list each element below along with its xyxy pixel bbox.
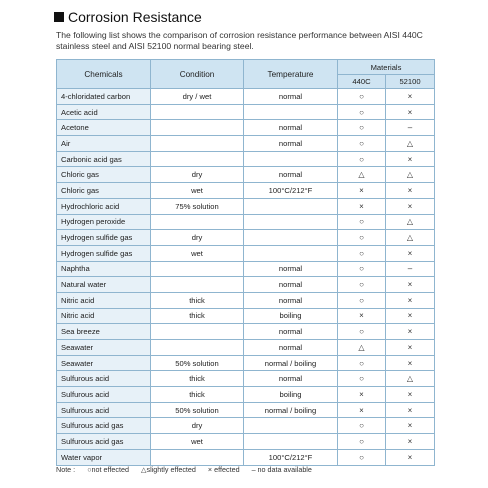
cell-52100: △ (386, 167, 435, 183)
cell-temperature: normal (244, 120, 338, 136)
cell-condition (151, 261, 244, 277)
cell-52100: × (386, 292, 435, 308)
cell-chemical: Chloric gas (57, 183, 151, 199)
cell-440c: × (338, 198, 386, 214)
cell-52100: – (386, 120, 435, 136)
table-row (57, 324, 435, 340)
cell-chemical: Seawater (57, 340, 151, 356)
header-440c: 440C (338, 75, 386, 89)
cell-condition: 50% solution (151, 402, 244, 418)
cell-chemical: Sulfurous acid gas (57, 418, 151, 434)
cell-440c: ○ (338, 371, 386, 387)
note-no-data: – no data available (251, 465, 312, 474)
cell-temperature (244, 245, 338, 261)
cell-440c: ○ (338, 434, 386, 450)
cell-52100: × (386, 198, 435, 214)
cell-52100: × (386, 277, 435, 293)
cell-chemical: Hydrogen peroxide (57, 214, 151, 230)
cell-condition: dry (151, 418, 244, 434)
cell-52100: × (386, 245, 435, 261)
table-row (57, 136, 435, 152)
cell-condition: wet (151, 434, 244, 450)
cell-440c: ○ (338, 245, 386, 261)
cell-chemical: Water vapor (57, 449, 151, 465)
table-row (57, 198, 435, 214)
cell-440c: △ (338, 167, 386, 183)
cell-440c: ○ (338, 230, 386, 246)
cell-52100: △ (386, 371, 435, 387)
cell-temperature: normal (244, 371, 338, 387)
cell-chemical: Hydrogen sulfide gas (57, 245, 151, 261)
cell-condition: dry / wet (151, 89, 244, 105)
cell-chemical: Chloric gas (57, 167, 151, 183)
cell-440c: × (338, 183, 386, 199)
header-temperature: Temperature (244, 60, 338, 89)
cell-chemical: Sulfurous acid (57, 402, 151, 418)
note-effected: × effected (207, 465, 240, 474)
cell-condition (151, 324, 244, 340)
cell-temperature: normal (244, 136, 338, 152)
corrosion-table (56, 59, 435, 466)
table-row (57, 214, 435, 230)
cell-52100: × (386, 308, 435, 324)
cell-condition: dry (151, 167, 244, 183)
cell-temperature: 100°C/212°F (244, 449, 338, 465)
cell-condition (151, 277, 244, 293)
cell-condition: thick (151, 371, 244, 387)
cell-condition: wet (151, 245, 244, 261)
table-row (57, 434, 435, 450)
cell-chemical: Hydrogen sulfide gas (57, 230, 151, 246)
cell-condition: 75% solution (151, 198, 244, 214)
cell-temperature: normal (244, 324, 338, 340)
table-row (57, 340, 435, 356)
cell-52100: × (386, 324, 435, 340)
table-row (57, 292, 435, 308)
cell-440c: ○ (338, 136, 386, 152)
cell-chemical: Natural water (57, 277, 151, 293)
cell-condition (151, 151, 244, 167)
cell-440c: × (338, 387, 386, 403)
table-row (57, 277, 435, 293)
cell-condition: dry (151, 230, 244, 246)
cell-440c: ○ (338, 104, 386, 120)
cell-condition: thick (151, 387, 244, 403)
cell-440c: ○ (338, 324, 386, 340)
cell-chemical: Air (57, 136, 151, 152)
cell-temperature: normal (244, 261, 338, 277)
cell-temperature: normal (244, 167, 338, 183)
cell-440c: ○ (338, 418, 386, 434)
cell-temperature (244, 434, 338, 450)
title-text: Corrosion Resistance (68, 9, 202, 25)
cell-condition (151, 120, 244, 136)
table-row (57, 402, 435, 418)
cell-temperature: normal (244, 292, 338, 308)
cell-temperature (244, 151, 338, 167)
cell-temperature: normal (244, 89, 338, 105)
header-52100: 52100 (386, 75, 435, 89)
cell-chemical: Nitric acid (57, 308, 151, 324)
cell-440c: ○ (338, 277, 386, 293)
cell-chemical: Carbonic acid gas (57, 151, 151, 167)
cell-440c: ○ (338, 449, 386, 465)
cell-chemical: Sea breeze (57, 324, 151, 340)
cell-temperature (244, 230, 338, 246)
cell-440c: ○ (338, 355, 386, 371)
cell-condition (151, 214, 244, 230)
cell-chemical: Acetic acid (57, 104, 151, 120)
cell-temperature: boiling (244, 308, 338, 324)
cell-52100: × (386, 387, 435, 403)
cell-440c: ○ (338, 261, 386, 277)
header-condition: Condition (151, 60, 244, 89)
table-row (57, 183, 435, 199)
table-row (57, 355, 435, 371)
cell-temperature: normal / boiling (244, 402, 338, 418)
cell-52100: △ (386, 230, 435, 246)
cell-chemical: Naphtha (57, 261, 151, 277)
cell-52100: × (386, 104, 435, 120)
cell-temperature: boiling (244, 387, 338, 403)
cell-52100: × (386, 183, 435, 199)
cell-chemical: 4-chloridated carbon (57, 89, 151, 105)
section-title (54, 9, 202, 25)
cell-chemical: Acetone (57, 120, 151, 136)
cell-52100: △ (386, 214, 435, 230)
note-not-effected: ○not effected (87, 465, 129, 474)
cell-52100: × (386, 402, 435, 418)
table-row (57, 261, 435, 277)
cell-52100: – (386, 261, 435, 277)
cell-condition: wet (151, 183, 244, 199)
legend-note (56, 465, 322, 474)
cell-52100: × (386, 449, 435, 465)
table-row (57, 120, 435, 136)
cell-temperature (244, 198, 338, 214)
cell-52100: × (386, 355, 435, 371)
cell-chemical: Sulfurous acid gas (57, 434, 151, 450)
cell-condition (151, 136, 244, 152)
cell-temperature (244, 214, 338, 230)
table-row (57, 104, 435, 120)
table-row (57, 418, 435, 434)
cell-temperature: 100°C/212°F (244, 183, 338, 199)
table-row (57, 308, 435, 324)
table-row (57, 449, 435, 465)
cell-temperature (244, 418, 338, 434)
cell-52100: × (386, 340, 435, 356)
note-slightly-effected: △slightly effected (140, 465, 196, 474)
cell-52100: × (386, 89, 435, 105)
cell-condition (151, 104, 244, 120)
header-materials: Materials (338, 60, 435, 75)
cell-440c: ○ (338, 89, 386, 105)
table-row (57, 89, 435, 105)
cell-440c: × (338, 308, 386, 324)
cell-condition: 50% solution (151, 355, 244, 371)
cell-440c: ○ (338, 151, 386, 167)
cell-52100: × (386, 151, 435, 167)
table-row (57, 230, 435, 246)
cell-52100: × (386, 434, 435, 450)
table-row (57, 245, 435, 261)
table-row (57, 167, 435, 183)
cell-temperature: normal / boiling (244, 355, 338, 371)
intro-text: The following list shows the comparison of corrosion resistance performance between AISI 440C stainless steel and AISI 52100 normal bearing steel. (56, 30, 423, 51)
title-square-icon (54, 12, 64, 22)
cell-temperature (244, 104, 338, 120)
cell-440c: △ (338, 340, 386, 356)
cell-condition (151, 340, 244, 356)
cell-52100: × (386, 418, 435, 434)
cell-chemical: Sulfurous acid (57, 387, 151, 403)
cell-52100: △ (386, 136, 435, 152)
cell-440c: × (338, 402, 386, 418)
table-body (57, 89, 435, 466)
cell-condition (151, 449, 244, 465)
cell-chemical: Nitric acid (57, 292, 151, 308)
cell-temperature: normal (244, 340, 338, 356)
cell-condition: thick (151, 292, 244, 308)
cell-440c: ○ (338, 292, 386, 308)
cell-chemical: Seawater (57, 355, 151, 371)
note-label: Note : (56, 465, 76, 474)
header-chemicals: Chemicals (57, 60, 151, 89)
cell-chemical: Sulfurous acid (57, 371, 151, 387)
table-row (57, 371, 435, 387)
table-row (57, 387, 435, 403)
cell-440c: ○ (338, 214, 386, 230)
cell-temperature: normal (244, 277, 338, 293)
cell-chemical: Hydrochloric acid (57, 198, 151, 214)
table-row (57, 151, 435, 167)
cell-440c: ○ (338, 120, 386, 136)
cell-condition: thick (151, 308, 244, 324)
